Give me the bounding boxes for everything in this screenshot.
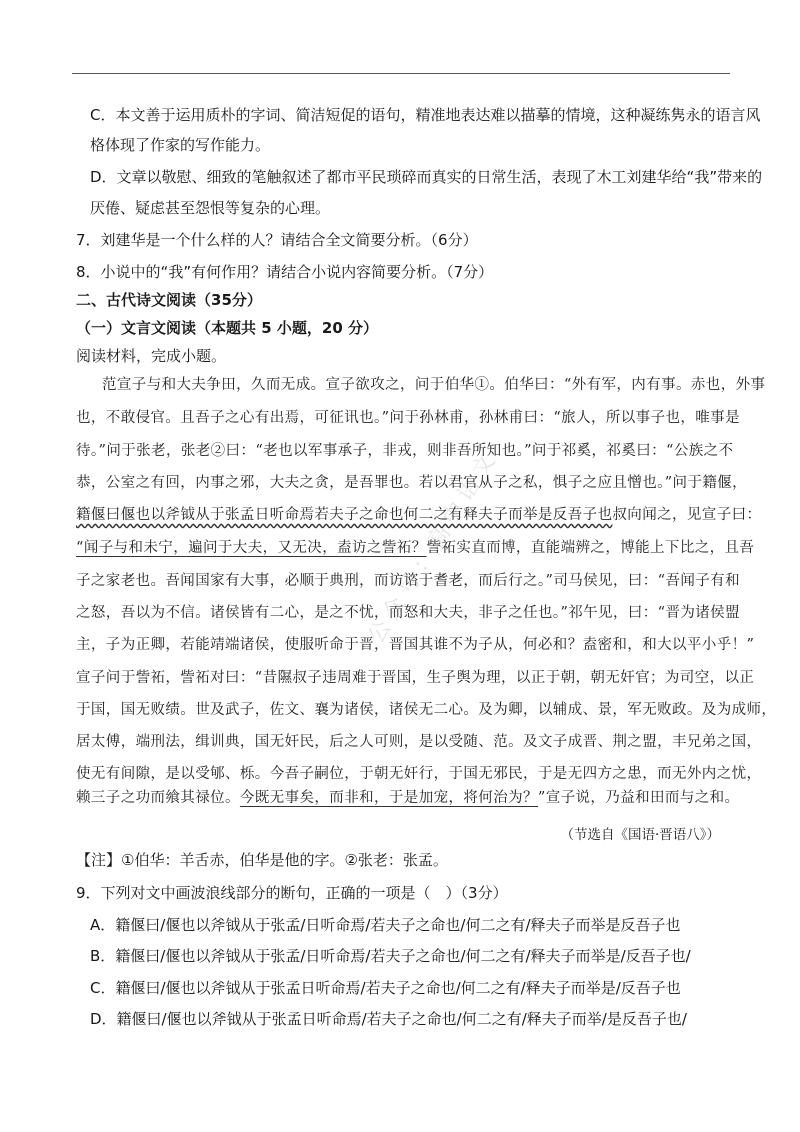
option-d-line2: 厌倦、疑虑甚至怨恨等复杂的心理。 <box>90 199 331 217</box>
footnote: 【注】①伯华：羊舌赤，伯华是他的字。②张老：张孟。 <box>76 851 448 869</box>
source-citation: （节选自《国语·晋语八》） <box>560 827 720 843</box>
passage-line: 于国，国无败绩。世及武子，佐文、襄为诸侯，诸侯无二心。及为卿，以辅成、景，军无败政。及为成师， <box>76 702 777 718</box>
passage-line: 范宣子与和大夫争田，久而无成。宣子欲攻之，问于伯华①。伯华曰：“外有军，内有事。赤也，外事 <box>102 377 766 393</box>
q9-option-a: A．籍偃曰/偃也以斧钺从于张孟/日听命焉/若夫子之命也/何二之有/释夫子而举是反吾子也 <box>90 916 681 934</box>
passage-line <box>76 788 739 808</box>
passage-line: 主，子为正卿，若能靖端诸侯，使服听命于晋，晋国其谁不为子从，何必和？盍密和，和大以平小乎！” <box>76 637 755 653</box>
passage-line: 待。”问于张老，张老②曰：“老也以军事承子，非戎，则非吾所知也。”问于祁奚，祁奚曰：“公族之不 <box>76 443 734 459</box>
underlined-text: 今既无事矣，而非和，于是加宠，将何治为？ <box>239 790 538 806</box>
passage-text: ”宣子说，乃益和田而与之和。 <box>537 790 740 806</box>
section-title: 二、古代诗文阅读（35分） <box>76 291 262 309</box>
question-7: 7．刘建华是一个什么样的人？请结合全文简要分析。（6分） <box>76 231 478 249</box>
q9-option-b: B．籍偃曰/偃也以斧钺从于张孟/日听命焉/若夫子之命也/何二之有/释夫子而举是/反吾子也/ <box>90 947 691 965</box>
passage-text: 訾祏实直而博，直能端辨之，博能上下比之，且吾 <box>426 540 755 556</box>
passage-line: 子之家老也。吾闻国家有大事，必顺于典刑，而访谘于耆老，而后行之。”司马侯见，曰：“吾闻子有和 <box>76 573 740 589</box>
option-c-line1: C．本文善于运用质朴的字词、简洁短促的语句，精准地表达难以描摹的情境，这种凝练隽永的语言风 <box>90 106 761 124</box>
underlined-text: “闻子与和未宁，遍问于大夫，又无决，盍访之訾祏？ <box>76 540 427 556</box>
option-d-line1: D．文章以敬慰、细致的笔触叙述了都市平民琐碎而真实的日常生活，表现了木工刘建华给“我”带来的 <box>90 168 763 186</box>
passage-line: 也，不敢侵官。且吾子之心有出焉，可征讯也。”问于孙林甫，孙林甫曰：“旅人，所以事子也，唯事是 <box>76 410 740 426</box>
wavy-underlined-text: 籍偃曰偃也以斧钺从于张孟日听命焉若夫子之命也何二之有释夫子而举是反吾子也 <box>76 507 613 523</box>
subsection-title: （一）文言文阅读（本题共 5 小题，20 分） <box>76 319 378 337</box>
reading-instruction: 阅读材料，完成小题。 <box>76 347 227 365</box>
q9-option-d: D．籍偃曰/偃也以斧钺从于张孟日听命焉/若夫子之命也/何二之有/释夫子而举/是反吾子也/ <box>90 1010 687 1028</box>
passage-line: 使无有间隙，是以受郇、栎。今吾子嗣位，于朝无奸行，于国无邪民，于是无四方之患，而无外内之忧， <box>76 766 762 782</box>
question-8: 8．小说中的“我”有何作用？请结合小说内容简要分析。（7分） <box>76 263 494 281</box>
passage-text: 叔向闻之，见宣子曰： <box>612 507 762 523</box>
q9-option-c: C．籍偃曰/偃也以斧钺从于张孟日听命焉/若夫子之命也/何二之有/释夫子而举是/反吾子也 <box>90 979 681 997</box>
passage-line: 居太傅，端刑法，缉训典，国无奸民，后之人可则，是以受随、范。及文子成晋、荆之盟，丰兄弟之国， <box>76 734 762 750</box>
option-c-line2: 格体现了作家的写作能力。 <box>90 136 271 154</box>
passage-line: 宣子问于訾祏，訾祏对曰：“昔隰叔子违周难于晋国，生子舆为理，以正于朝，朝无奸官；为司空，以正 <box>76 670 755 686</box>
passage-line: 之怒，吾以为不信。诸侯皆有二心，是之不忧，而怒和大夫，非子之任也。”祁午见，曰：“晋为诸侯盟 <box>76 605 740 621</box>
passage-line <box>76 505 761 525</box>
question-9: 9．下列对文中画波浪线部分的断句，正确的一项是（ ）（3分） <box>76 884 508 902</box>
watermark: 公众号：高中语文 <box>363 444 504 649</box>
passage-line: 恭，公室之有回，内事之邪，大夫之贪，是吾罪也。若以君官从子之私，惧子之应且憎也。”问于籍偃， <box>76 475 748 491</box>
header-rule <box>72 73 730 74</box>
passage-text: 赖三子之功而飨其禄位。 <box>76 790 240 806</box>
